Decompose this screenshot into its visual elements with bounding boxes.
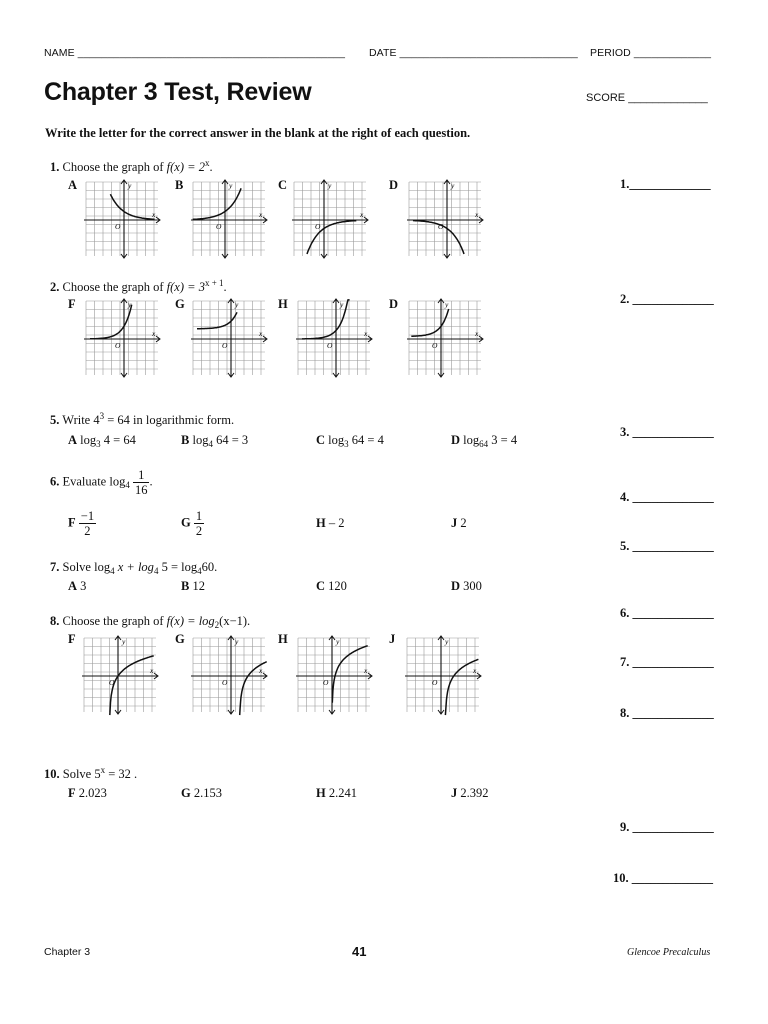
log-base: 3 <box>96 439 101 449</box>
answer-label: 6. <box>620 606 630 620</box>
option-letter: H <box>278 297 288 311</box>
log-base: 3 <box>344 439 349 449</box>
period-field[interactable] <box>590 47 711 59</box>
function-curve <box>193 188 241 219</box>
answer-line[interactable]: _____________ <box>632 606 714 620</box>
origin-label: O <box>432 678 438 687</box>
base: 4 <box>93 413 100 427</box>
name-label: NAME <box>44 47 75 59</box>
grid <box>294 182 366 256</box>
answer-line[interactable]: _____________ <box>632 706 714 720</box>
x-axis-label: x <box>152 329 156 338</box>
option-value: 2.023 <box>78 786 107 800</box>
answer-blank-7[interactable] <box>620 655 714 670</box>
y-axis-label: y <box>328 181 332 190</box>
option-letter: B <box>175 178 184 192</box>
exponent: x <box>204 158 210 168</box>
period-blank[interactable]: _____________ <box>633 47 712 59</box>
answer-blank-10[interactable] <box>613 871 713 886</box>
graph-q8-f <box>82 636 156 714</box>
x-axis-label: x <box>364 666 368 675</box>
option-letter: F <box>68 632 76 646</box>
graph-q2-d <box>407 299 481 377</box>
expr: 64 = 4 <box>351 433 384 447</box>
graph-q1-b <box>191 180 265 258</box>
option-letter: A <box>68 433 78 447</box>
expr: 4 = 64 <box>103 433 136 447</box>
x-axis-label: x <box>473 666 477 675</box>
option-letter: B <box>181 579 190 593</box>
question-8 <box>50 614 250 629</box>
x-axis-label: x <box>475 210 479 219</box>
origin-label: O <box>327 341 333 350</box>
origin-label: O <box>115 341 121 350</box>
exponent: x <box>100 765 106 775</box>
answer-blank-2[interactable] <box>620 292 714 307</box>
log: log <box>463 433 480 447</box>
option-value: 120 <box>328 579 347 593</box>
punct: . <box>247 614 251 628</box>
option-letter: J <box>389 632 396 646</box>
expr: 64 = 3 <box>216 433 249 447</box>
x-axis-label: x <box>259 210 263 219</box>
origin-label: O <box>216 222 222 231</box>
function-expr: f(x) = log <box>166 614 215 628</box>
name-blank[interactable]: _____________________________________________ <box>77 47 346 59</box>
option-q6-g <box>181 509 204 538</box>
punct: . <box>149 474 153 489</box>
origin-label: O <box>115 222 121 231</box>
answer-label: 10. <box>613 871 629 885</box>
page-number: 41 <box>352 944 367 959</box>
function-curve <box>90 305 132 339</box>
question-2 <box>50 280 227 295</box>
option-letter: H <box>278 632 288 646</box>
question-text: Choose the graph of <box>62 160 164 174</box>
answer-line[interactable]: _____________ <box>632 292 714 306</box>
x-axis-label: x <box>364 329 368 338</box>
answer-blank-6[interactable] <box>620 606 714 621</box>
option-q6-j <box>451 516 467 531</box>
y-axis-label: y <box>451 181 455 190</box>
y-axis-label: y <box>336 637 340 646</box>
y-axis-label: y <box>122 637 126 646</box>
question-text: Evaluate <box>62 474 107 489</box>
grid <box>407 638 479 712</box>
x-axis-label: x <box>475 329 479 338</box>
option-value: – 2 <box>328 516 345 530</box>
option-letter: H <box>316 786 326 800</box>
graph-q1-a <box>84 180 158 258</box>
grid <box>409 301 481 375</box>
option-q10-g <box>181 786 222 801</box>
question-text: Choose the graph of <box>62 614 164 628</box>
option-q5-a <box>68 433 136 448</box>
denominator: 16 <box>134 483 148 497</box>
question-number: 6. <box>50 474 60 489</box>
question-number: 2. <box>50 280 60 294</box>
question-number: 8. <box>50 614 60 628</box>
option-letter: D <box>451 579 461 593</box>
option-value: 3 <box>80 579 87 593</box>
log-base: 4 <box>153 566 159 576</box>
footer-chapter: Chapter 3 <box>44 946 91 958</box>
option-letter: A <box>68 178 78 192</box>
score-blank[interactable]: _____________ <box>628 92 708 104</box>
y-axis-label: y <box>128 181 132 190</box>
grid <box>84 638 156 712</box>
option-value: 2.241 <box>328 786 357 800</box>
answer-line[interactable]: _____________ <box>632 539 714 553</box>
expr: 5 = log <box>161 560 198 574</box>
question-number: 7. <box>50 560 60 574</box>
answer-label: 2. <box>620 292 630 306</box>
exponent: 3 <box>99 411 105 421</box>
exponent: x + 1 <box>204 278 224 288</box>
origin-label: O <box>222 678 228 687</box>
x-axis-label: x <box>259 329 263 338</box>
answer-line[interactable]: _____________ <box>632 820 714 834</box>
origin-label: O <box>438 222 444 231</box>
option-q10-f <box>68 786 107 801</box>
expr: 3 = 4 <box>491 433 518 447</box>
grid <box>193 638 265 712</box>
option-value: 300 <box>463 579 482 593</box>
option-q5-b <box>181 433 248 448</box>
option-letter: C <box>316 433 326 447</box>
y-axis-label: y <box>445 637 449 646</box>
y-axis-label: y <box>128 300 132 309</box>
function-expr: f(x) = 3 <box>166 280 205 294</box>
expr: 60. <box>201 560 218 574</box>
graph-q8-j <box>405 636 479 714</box>
option-letter: D <box>389 297 399 311</box>
answer-line[interactable]: _____________ <box>631 871 713 885</box>
x-axis-label: x <box>360 210 364 219</box>
option-q6-h <box>316 516 344 531</box>
x-axis-label: x <box>152 210 156 219</box>
option-letter: G <box>175 632 185 646</box>
name-field[interactable] <box>44 47 345 59</box>
answer-blank-3[interactable] <box>620 425 714 440</box>
graph-q2-f <box>84 299 158 377</box>
question-rest: = 64 in logarithmic form. <box>107 413 235 427</box>
option-letter: F <box>68 515 76 530</box>
option-q6-f <box>68 509 96 538</box>
option-letter: G <box>175 297 185 311</box>
function-expr: f(x) = 2 <box>166 160 205 174</box>
option-value: 12 <box>192 579 205 593</box>
answer-blank-5[interactable] <box>620 539 714 554</box>
answer-label: 4. <box>620 490 630 504</box>
x-axis-label: x <box>259 666 263 675</box>
question-7 <box>50 560 217 575</box>
numerator: 1 <box>133 468 150 483</box>
log-base: 4 <box>208 439 213 449</box>
question-text: Solve <box>62 560 91 574</box>
answer-label: 9. <box>620 820 630 834</box>
answer-blank-4[interactable] <box>620 490 714 505</box>
option-value: 2.153 <box>193 786 222 800</box>
log: log <box>109 474 126 489</box>
graph-q8-g <box>191 636 265 714</box>
question-text: Write <box>62 413 91 427</box>
origin-label: O <box>432 341 438 350</box>
option-letter: B <box>181 433 190 447</box>
answer-line[interactable]: _____________ <box>632 655 714 669</box>
date-label: DATE <box>369 47 397 59</box>
option-value: 2 <box>460 516 467 530</box>
option-letter: C <box>278 178 288 192</box>
option-q7-b <box>181 579 205 594</box>
y-axis-label: y <box>235 300 239 309</box>
origin-label: O <box>109 678 115 687</box>
answer-line[interactable]: _____________ <box>629 177 711 191</box>
graph-q8-h <box>296 636 370 714</box>
punct: . <box>209 160 213 174</box>
log-base: 4 <box>197 566 202 576</box>
fraction <box>79 509 96 538</box>
option-letter: H <box>316 516 326 530</box>
option-letter: D <box>389 178 399 192</box>
log-base: 4 <box>125 480 130 491</box>
origin-label: O <box>315 222 321 231</box>
answer-label: 5. <box>620 539 630 553</box>
origin-label: O <box>222 341 228 350</box>
x-axis-label: x <box>150 666 154 675</box>
option-letter: F <box>68 786 76 800</box>
date-blank[interactable]: ______________________________ <box>399 47 578 59</box>
answer-blank-9[interactable] <box>620 820 714 835</box>
graph-q2-g <box>191 299 265 377</box>
question-number: 10. <box>44 767 60 781</box>
question-number: 1. <box>50 160 60 174</box>
question-6 <box>50 468 153 497</box>
question-1 <box>50 160 213 175</box>
option-q10-h <box>316 786 357 801</box>
origin-label: O <box>323 678 329 687</box>
period-label: PERIOD <box>590 47 631 59</box>
option-q5-d <box>451 433 517 448</box>
option-q7-c <box>316 579 347 594</box>
score-field[interactable] <box>586 92 708 104</box>
date-field[interactable] <box>369 47 578 59</box>
y-axis-label: y <box>340 300 344 309</box>
question-text: Solve <box>62 767 92 781</box>
grid <box>409 182 481 256</box>
answer-label: 7. <box>620 655 630 669</box>
option-letter: D <box>451 433 461 447</box>
option-letter: G <box>181 515 191 530</box>
instructions: Write the letter for the correct answer in the blank at the right of each question. <box>45 126 471 140</box>
option-letter: G <box>181 786 191 800</box>
option-letter: J <box>451 786 458 800</box>
option-letter: C <box>316 579 326 593</box>
graph-q1-c <box>292 180 366 258</box>
option-letter: F <box>68 297 76 311</box>
page-title: Chapter 3 Test, Review <box>44 78 312 106</box>
log-base: 2 <box>214 620 220 630</box>
function-curve <box>110 194 154 219</box>
option-value: 2.392 <box>460 786 489 800</box>
question-number: 5. <box>50 413 60 427</box>
answer-blank-8[interactable] <box>620 706 714 721</box>
log-base: 64 <box>479 439 489 449</box>
grid <box>193 301 265 375</box>
numerator: −1 <box>80 509 95 523</box>
answer-blank-1[interactable] <box>620 177 711 192</box>
argument: (x−1) <box>219 614 248 628</box>
score-label: SCORE <box>586 92 626 104</box>
fraction <box>133 468 153 497</box>
answer-label: 8. <box>620 706 630 720</box>
log-base: 4 <box>110 566 115 576</box>
footer-publisher: Glencoe Precalculus <box>627 947 711 958</box>
y-axis-label: y <box>229 181 233 190</box>
option-letter: A <box>68 579 78 593</box>
log: log <box>328 433 345 447</box>
function-curve <box>332 646 367 703</box>
y-axis-label: y <box>445 300 449 309</box>
denominator: 2 <box>84 524 91 538</box>
fraction <box>194 509 204 538</box>
answer-label: 1. <box>620 177 630 191</box>
option-letter: J <box>451 516 458 530</box>
graph-q2-h <box>296 299 370 377</box>
option-q5-c <box>316 433 384 448</box>
y-axis-label: y <box>235 637 239 646</box>
punct: . <box>223 280 227 294</box>
base: 5 <box>94 767 101 781</box>
log: log <box>94 560 111 574</box>
question-5 <box>50 413 234 428</box>
question-10 <box>44 767 137 782</box>
option-q7-d <box>451 579 482 594</box>
answer-line[interactable]: _____________ <box>632 425 714 439</box>
answer-line[interactable]: _____________ <box>632 490 714 504</box>
question-rest: = 32 . <box>108 767 138 781</box>
option-q7-a <box>68 579 86 594</box>
expr: x + log <box>117 560 154 574</box>
question-text: Choose the graph of <box>62 280 164 294</box>
log: log <box>80 433 97 447</box>
log: log <box>192 433 209 447</box>
denominator: 2 <box>195 524 203 538</box>
option-q10-j <box>451 786 489 801</box>
graph-q1-d <box>407 180 481 258</box>
answer-label: 3. <box>620 425 630 439</box>
numerator: 1 <box>195 509 203 523</box>
